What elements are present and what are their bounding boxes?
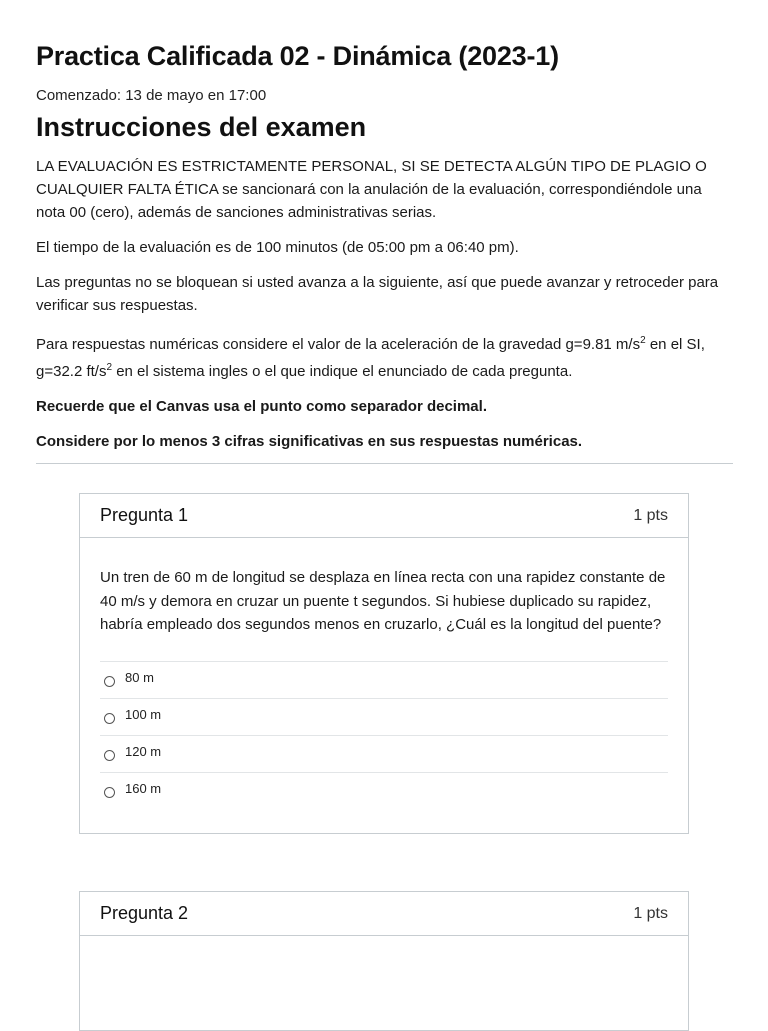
- instructions-paragraph: LA EVALUACIÓN ES ESTRICTAMENTE PERSONAL, SI SE DETECTA ALGÚN TIPO DE PLAGIO O CUALQUIER FALTA ÉTICA se sancionará con la anulación de la evaluación, correspondiéndole una nota 00 (cero), además de sanciones administrativas serias.: [36, 158, 707, 221]
- question-text: Un tren de 60 m de longitud se desplaza en línea recta con una rapidez constante de 40 m/s y demora en cruzar un puente t segundos. Si hubiese duplicado su rapidez, habría empleado dos segundos menos en cruzarlo, ¿Cuál es la longitud del puente?: [100, 569, 666, 633]
- superscript: 2: [106, 362, 113, 373]
- instructions-paragraph: Recuerde que el Canvas usa el punto como separador decimal.: [36, 398, 487, 415]
- quiz-page: [36, 38, 733, 465]
- answer-label: 120 m: [125, 744, 162, 759]
- quiz-title: Practica Calificada 02 - Dinámica (2023-1): [36, 41, 559, 71]
- question-header: [80, 892, 688, 936]
- question-header: [80, 494, 688, 538]
- question-2: [79, 891, 689, 1031]
- instructions-paragraph: [36, 329, 733, 383]
- question-body: [80, 538, 688, 833]
- started-timestamp: Comenzado: 13 de mayo en 17:00: [36, 87, 267, 104]
- radio-button[interactable]: [104, 713, 115, 724]
- answer-label: 160 m: [125, 781, 162, 796]
- question-title: Pregunta 2: [100, 903, 189, 923]
- divider: [36, 463, 733, 464]
- answer-list: [100, 661, 668, 809]
- gravity-text-part: Para respuestas numéricas considere el valor de la aceleración de la gravedad g=9.81 m/s: [36, 336, 641, 353]
- gravity-text-part: en el sistema ingles o el que indique el enunciado de cada pregunta.: [112, 363, 573, 380]
- question-1: [79, 493, 689, 834]
- instructions-paragraph: Considere por lo menos 3 cifras significativas en sus respuestas numéricas.: [36, 433, 583, 450]
- answer-option[interactable]: [100, 662, 668, 699]
- question-title: Pregunta 1: [100, 505, 189, 525]
- gravity-text-part: en el SI, g=32.2 ft/s: [36, 336, 705, 380]
- radio-button[interactable]: [104, 787, 115, 798]
- instructions-heading: Instrucciones del examen: [36, 112, 367, 142]
- answer-option[interactable]: [100, 736, 668, 773]
- instructions-paragraph: Las preguntas no se bloquean si usted avanza a la siguiente, así que puede avanzar y retroceder para verificar sus respuestas.: [36, 274, 719, 314]
- radio-button[interactable]: [104, 676, 115, 687]
- instructions-body: [36, 155, 733, 453]
- answer-label: 80 m: [125, 670, 154, 685]
- instructions-paragraph: El tiempo de la evaluación es de 100 minutos (de 05:00 pm a 06:40 pm).: [36, 239, 519, 256]
- answer-label: 100 m: [125, 707, 162, 722]
- answer-option[interactable]: [100, 699, 668, 736]
- answer-option[interactable]: [100, 773, 668, 809]
- question-points: 1 pts: [633, 506, 668, 524]
- question-points: 1 pts: [633, 904, 668, 922]
- radio-button[interactable]: [104, 750, 115, 761]
- superscript: 2: [640, 335, 646, 346]
